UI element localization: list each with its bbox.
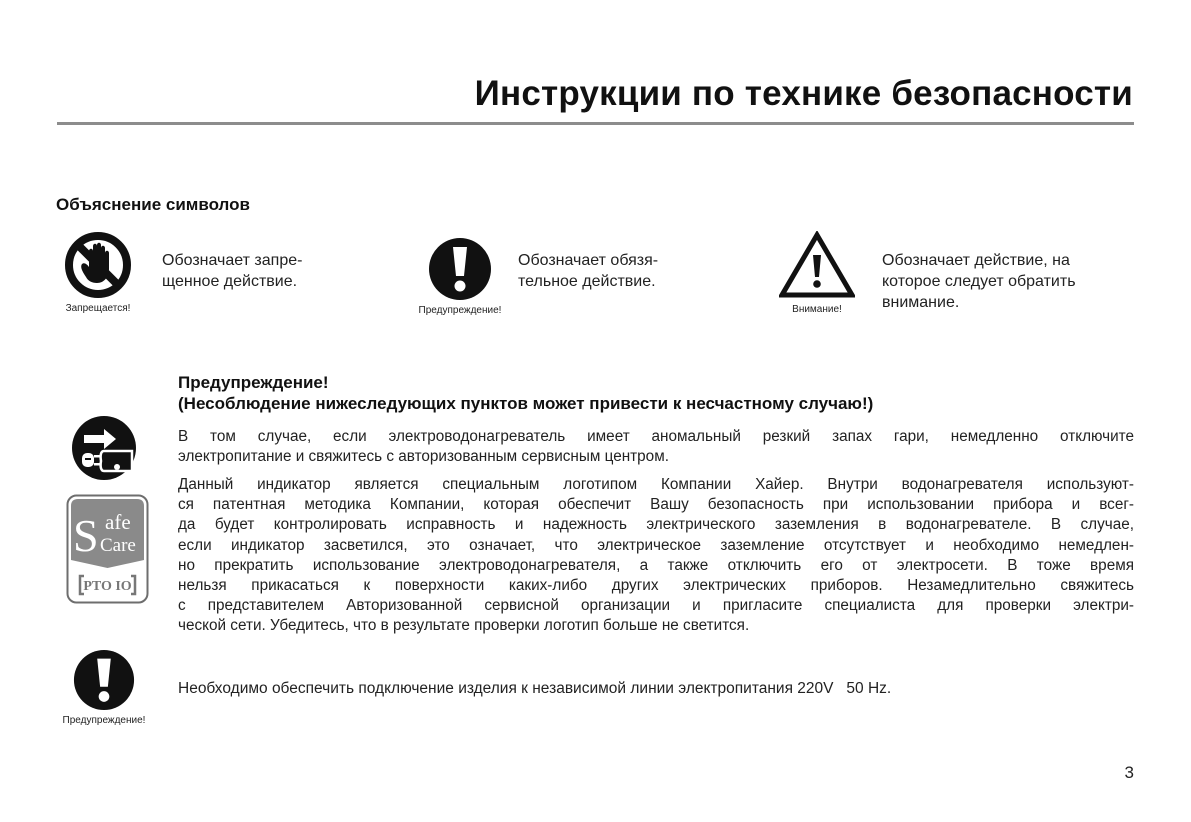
unplug-paragraph <box>178 427 1134 467</box>
safe-care-logo <box>66 494 149 604</box>
paragraph-line: если индикатор засветился, это означает, что электрическое заземление отсутствует и необходимо немедлен- <box>178 536 1134 554</box>
svg-text:afe: afe <box>105 510 131 534</box>
svg-text:PTO IO: PTO IO <box>83 579 132 594</box>
paragraph-line: Данный индикатор является специальным логотипом Компании Хайер. Внутри водонагревателя используют- <box>178 476 1134 493</box>
power-warning-caption: Предупреждение! <box>62 715 146 726</box>
page-title: Инструкции по технике безопасности <box>474 74 1133 113</box>
title-divider <box>57 122 1134 125</box>
paragraph-line: с представителем Авторизованной сервисной организации и пригласите специалиста для проверки электри- <box>178 597 1134 615</box>
safe-care-paragraph <box>178 475 1134 637</box>
text-line: Обозначает обязя- <box>518 252 659 269</box>
text-line: щенное действие. <box>162 273 298 290</box>
symbol-description-attention <box>882 250 1076 313</box>
paragraph-line: В том случае, если электроводонагреватель имеет аномальный резкий запах гари, немедленно отключите <box>178 428 1134 445</box>
warning-heading-line: Предупреждение! <box>178 373 329 392</box>
exclamation-circle-icon <box>72 648 136 712</box>
text-line: тельное действие. <box>518 273 656 290</box>
power-requirement-text: Необходимо обеспечить подключение изделия к независимой линии электропитания 220V 50 Hz. <box>178 680 892 697</box>
paragraph-line: электропитание и свяжитесь с авторизованным сервисным центром. <box>178 448 669 466</box>
exclamation-circle-icon <box>427 236 493 302</box>
symbol-description-prohibited <box>162 250 302 292</box>
paragraph-line: но прекратить использование электроводонагревателя, а также отключить его от электросети. В тоже время <box>178 556 1134 574</box>
svg-text:Care: Care <box>100 535 136 556</box>
paragraph-line: ческой сети. Убедитесь, что в результате проверки логотип больше не светится. <box>178 617 750 635</box>
symbols-section-heading: Объяснение символов <box>56 195 250 214</box>
paragraph-line: нельзя прикасаться к поверхности каких-либо других электрических приборов. Незамедлительно свяжитесь <box>178 577 1134 595</box>
warning-triangle-icon <box>779 231 855 299</box>
text-line: внимание. <box>882 294 960 311</box>
warning-section-heading <box>178 372 873 414</box>
text-line: Обозначает запре- <box>162 252 303 269</box>
prohibited-hand-icon <box>64 231 132 299</box>
page-number: 3 <box>1124 763 1134 782</box>
text-line: которое следует обратить <box>882 273 1076 290</box>
symbol-caption-prohibited: Запрещается! <box>65 303 131 314</box>
svg-text:S: S <box>73 510 99 561</box>
warning-heading-line: (Несоблюдение нижеследующих пунктов может привести к несчастному случаю!) <box>178 394 874 413</box>
unplug-icon <box>70 415 142 481</box>
symbol-caption-mandatory: Предупреждение! <box>418 305 502 316</box>
symbol-caption-attention: Внимание! <box>792 304 842 315</box>
symbol-description-mandatory <box>518 250 658 292</box>
paragraph-line: ся патентная методика Компании, которая обеспечит Вашу безопасность при использовании прибора и всег- <box>178 496 1134 514</box>
text-line: Обозначает действие, на <box>882 252 1070 269</box>
paragraph-line: да будет контролировать исправность и надежность электрического заземления в водонагревателе. В случае, <box>178 516 1134 534</box>
